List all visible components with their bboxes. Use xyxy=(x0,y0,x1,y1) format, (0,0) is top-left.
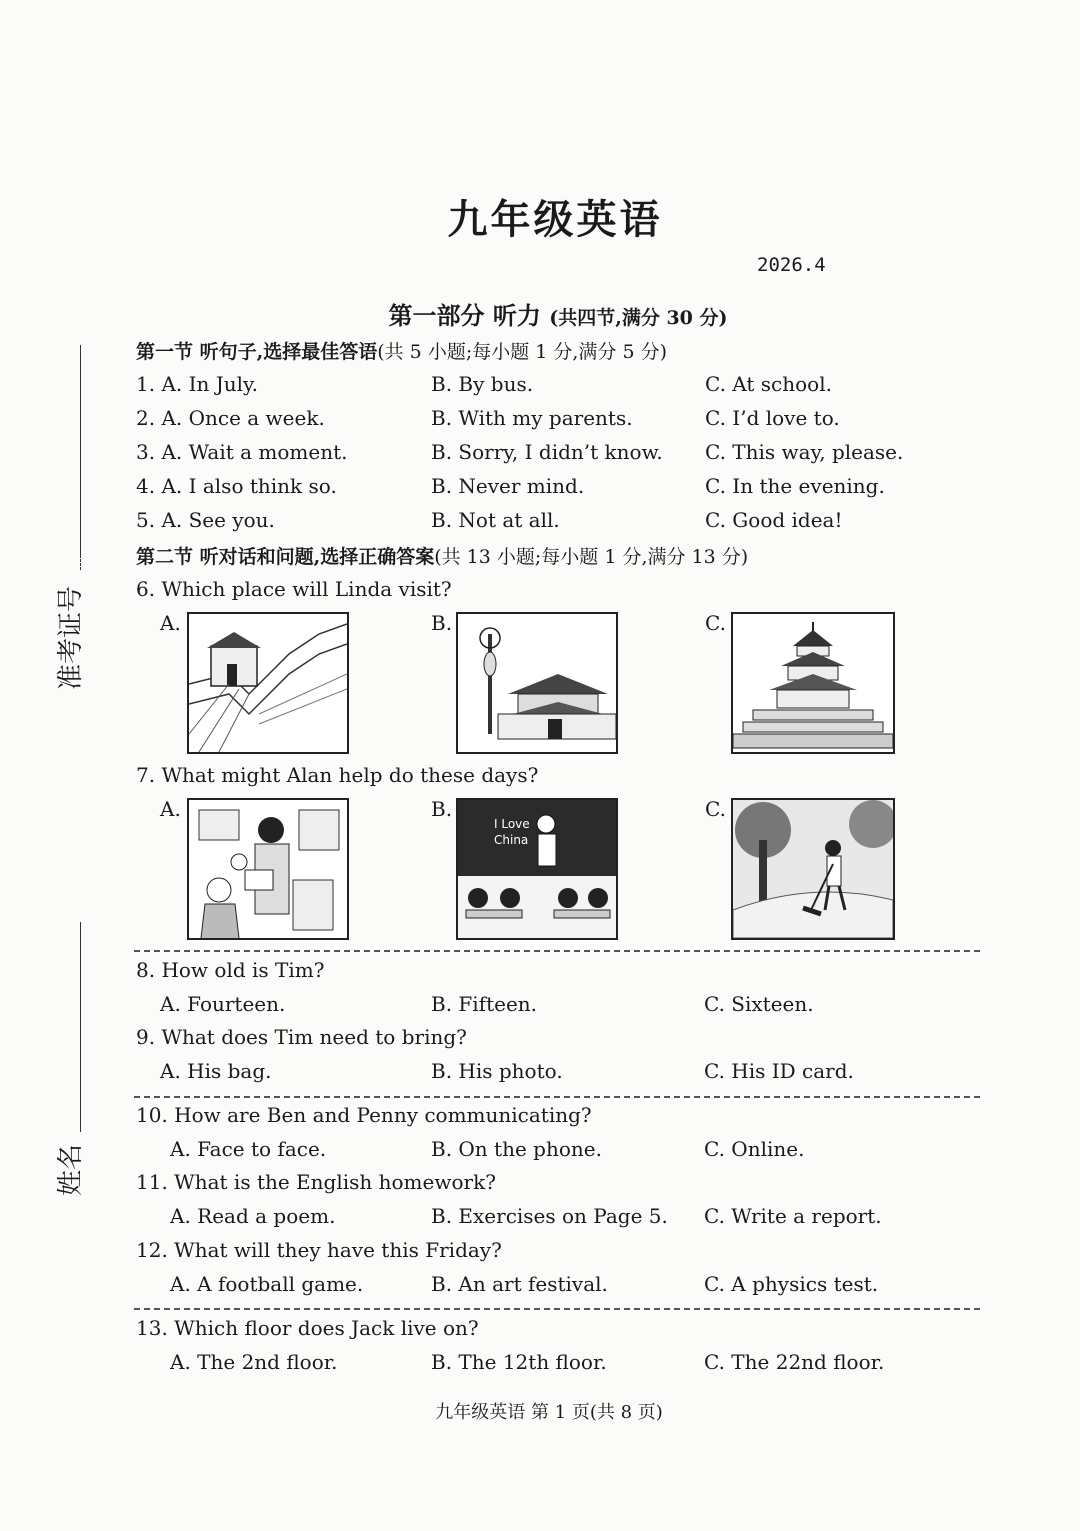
q8-stem: 8. How old is Tim? xyxy=(136,958,325,982)
q1-option-b[interactable]: B. By bus. xyxy=(431,372,534,396)
q8-option-c[interactable]: C. Sixteen. xyxy=(704,992,814,1016)
dashed-divider xyxy=(134,950,980,952)
q4-option-b[interactable]: B. Never mind. xyxy=(431,474,585,498)
great-wall-icon xyxy=(189,614,347,752)
q2-option-c[interactable]: C. I’d love to. xyxy=(705,406,840,430)
q11-stem: 11. What is the English homework? xyxy=(136,1170,496,1194)
q9-option-a[interactable]: A. His bag. xyxy=(160,1059,272,1083)
q13-option-a[interactable]: A. The 2nd floor. xyxy=(170,1350,338,1374)
exam-id-underline xyxy=(80,555,81,570)
q9-stem: 9. What does Tim need to bring? xyxy=(136,1025,467,1049)
classroom-picture[interactable] xyxy=(456,798,618,940)
temple-of-heaven-picture[interactable] xyxy=(731,612,895,754)
part-one-note: (共四节,满分 30 分) xyxy=(549,307,728,329)
q10-option-b[interactable]: B. On the phone. xyxy=(431,1137,602,1161)
q10-stem: 10. How are Ben and Penny communicating? xyxy=(136,1103,592,1127)
q7-label-b[interactable]: B. xyxy=(431,797,453,821)
q9-option-c[interactable]: C. His ID card. xyxy=(704,1059,854,1083)
q5-option-c[interactable]: C. Good idea! xyxy=(705,508,843,532)
q7-label-c[interactable]: C. xyxy=(705,797,726,821)
q5-option-a[interactable]: 5. A. See you. xyxy=(136,508,275,532)
page-title: 九年级英语 xyxy=(447,196,663,243)
q2-option-a[interactable]: 2. A. Once a week. xyxy=(136,406,325,430)
q2-option-b[interactable]: B. With my parents. xyxy=(431,406,633,430)
exam-date: 2026.4 xyxy=(757,254,826,276)
q6-label-a[interactable]: A. xyxy=(160,611,181,635)
name-label: 姓名 xyxy=(56,1143,86,1196)
page-footer: 九年级英语 第 1 页(共 8 页) xyxy=(435,1402,663,1423)
section-two-heading xyxy=(136,542,748,569)
board-text-line: I Love xyxy=(494,817,530,831)
sweeping-icon xyxy=(733,800,893,938)
dashed-divider xyxy=(134,1096,980,1098)
q4-option-a[interactable]: 4. A. I also think so. xyxy=(136,474,337,498)
q12-option-b[interactable]: B. An art festival. xyxy=(431,1272,608,1296)
dashed-divider xyxy=(134,1308,980,1310)
q11-option-b[interactable]: B. Exercises on Page 5. xyxy=(431,1204,668,1228)
tiananmen-icon xyxy=(458,614,616,752)
park-cleaning-picture[interactable] xyxy=(731,798,895,940)
q8-option-a[interactable]: A. Fourteen. xyxy=(160,992,286,1016)
q11-option-c[interactable]: C. Write a report. xyxy=(704,1204,882,1228)
part-one-heading xyxy=(0,296,1080,331)
tiananmen-picture[interactable] xyxy=(456,612,618,754)
q9-option-b[interactable]: B. His photo. xyxy=(431,1059,563,1083)
part-one-title: 第一部分 听力 xyxy=(388,301,541,330)
q5-option-b[interactable]: B. Not at all. xyxy=(431,508,560,532)
q8-option-b[interactable]: B. Fifteen. xyxy=(431,992,538,1016)
q6-label-b[interactable]: B. xyxy=(431,611,453,635)
q7-label-a[interactable]: A. xyxy=(160,797,181,821)
q10-option-a[interactable]: A. Face to face. xyxy=(170,1137,327,1161)
q12-stem: 12. What will they have this Friday? xyxy=(136,1238,502,1262)
exam-id-label: 准考证号 xyxy=(56,585,86,690)
q12-option-a[interactable]: A. A football game. xyxy=(170,1272,364,1296)
q3-option-c[interactable]: C. This way, please. xyxy=(705,440,904,464)
q11-option-a[interactable]: A. Read a poem. xyxy=(170,1204,336,1228)
q3-option-a[interactable]: 3. A. Wait a moment. xyxy=(136,440,348,464)
q6-stem: 6. Which place will Linda visit? xyxy=(136,577,452,601)
q4-option-c[interactable]: C. In the evening. xyxy=(705,474,885,498)
q13-stem: 13. Which floor does Jack live on? xyxy=(136,1316,479,1340)
q1-option-a[interactable]: 1. A. In July. xyxy=(136,372,259,396)
q13-option-b[interactable]: B. The 12th floor. xyxy=(431,1350,607,1374)
section-one-title: 第一节 听句子,选择最佳答语 xyxy=(136,341,378,363)
q6-label-c[interactable]: C. xyxy=(705,611,726,635)
q12-option-c[interactable]: C. A physics test. xyxy=(704,1272,879,1296)
great-wall-picture[interactable] xyxy=(187,612,349,754)
q7-stem: 7. What might Alan help do these days? xyxy=(136,763,539,787)
temple-of-heaven-icon xyxy=(733,614,893,752)
q3-option-b[interactable]: B. Sorry, I didn’t know. xyxy=(431,440,663,464)
nursing-home-picture[interactable] xyxy=(187,798,349,940)
binding-line-top xyxy=(80,345,81,555)
q13-option-c[interactable]: C. The 22nd floor. xyxy=(704,1350,885,1374)
q10-option-c[interactable]: C. Online. xyxy=(704,1137,805,1161)
helping-elderly-icon xyxy=(189,800,347,938)
section-two-title: 第二节 听对话和问题,选择正确答案 xyxy=(136,546,435,568)
section-one-heading xyxy=(136,337,667,364)
binding-line-middle xyxy=(80,922,81,1132)
section-one-note: (共 5 小题;每小题 1 分,满分 5 分) xyxy=(377,341,668,363)
section-two-note: (共 13 小题;每小题 1 分,满分 13 分) xyxy=(434,546,749,568)
q1-option-c[interactable]: C. At school. xyxy=(705,372,832,396)
teaching-icon xyxy=(458,800,616,938)
board-text-line: China xyxy=(494,833,529,847)
